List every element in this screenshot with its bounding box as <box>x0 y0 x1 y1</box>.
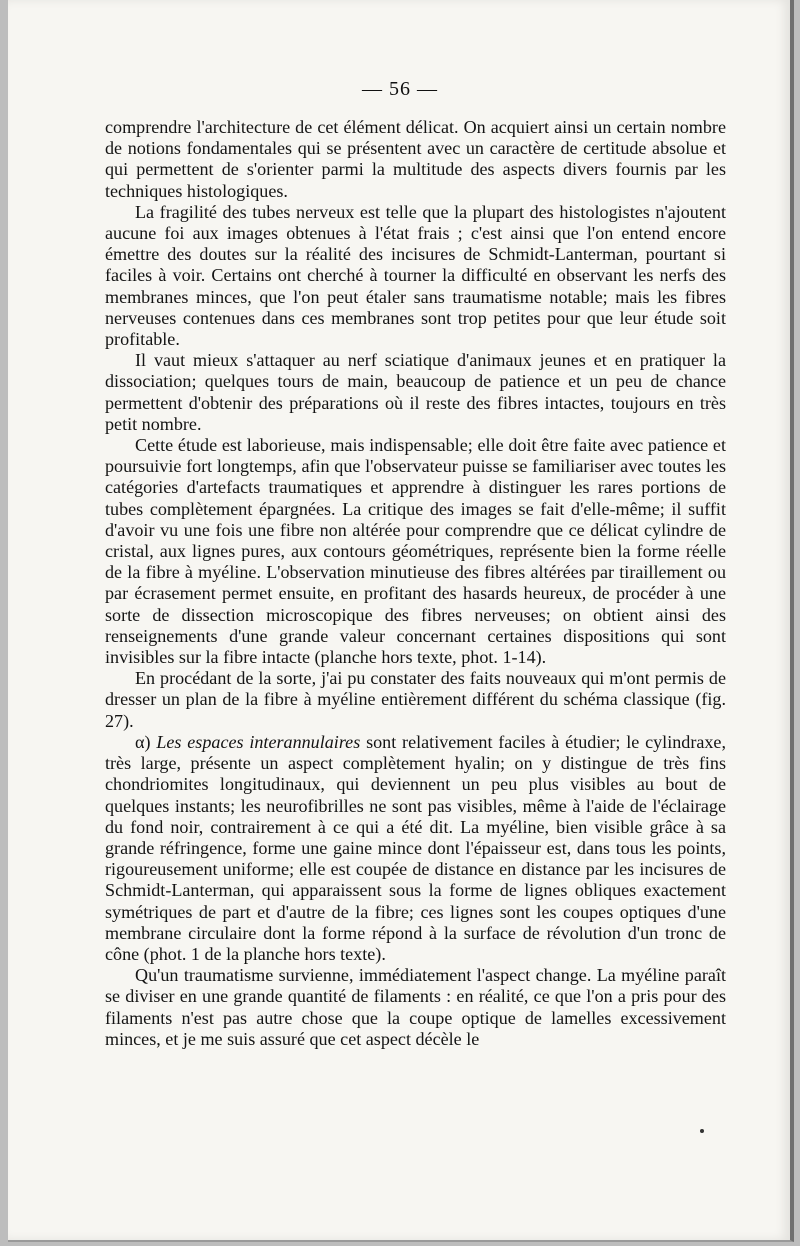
ink-speck <box>700 1129 704 1133</box>
section-marker: α) <box>135 731 151 752</box>
paragraph-5: En procédant de la sorte, j'ai pu constater des faits nouveaux qui m'ont permis de dresser un plan de la fibre à myéline entièrement différent du schéma classique (fig. 27). <box>105 668 726 731</box>
section-heading: Les espaces interannulaires <box>156 731 361 752</box>
paragraph-4: Cette étude est laborieuse, mais indispensable; elle doit être faite avec patience et poursuivie fort longtemps, afin que l'observateur puisse se familiariser avec toutes les catégories d'artefacts traumatiques et apprendre à distinguer les rares portions de tubes complètement épargnées. La critique des images se fait d'elle-même; il suffit d'avoir vu une fois une fibre non altérée pour comprendre que ce délicat cylindre de cristal, aux lignes pures, aux contours géométriques, représente bien la forme réelle de la fibre à myéline. L'observation minutieuse des fibres altérées par tiraillement ou par écrasement permet ensuite, en profitant des hasards heureux, de procéder à une sorte de dissection microscopique des fibres nerveuses; on obtient ainsi des renseignements d'une grande valeur concernant certaines dispositions qui sont invisibles sur la fibre intacte (planche hors texte, phot. 1-14). <box>105 435 726 668</box>
section-text: sont relativement faciles à étudier; le cylindraxe, très large, présente un aspect complètement hyalin; on y distingue de très fins chondriomites longitudinaux, qui deviennent un peu plus visibles au bout de quelques instants; les neurofibrilles ne sont pas visibles, même à l'aide de l'éclairage du fond noir, contrairement à ce qui a été dit. La myéline, bien visible grâce à sa grande réfringence, forme une gaine mince dont l'épaisseur est, dans tous les points, rigoureusement uniforme; elle est coupée de distance en distance par les incisures de Schmidt-Lanterman, qui apparaissent sous la forme de lignes obliques exactement symétriques de part et d'autre de la fibre; ces lignes sont les coupes optiques d'une membrane circulaire dont la forme répond à la surface de révolution d'un tronc de cône (phot. 1 de la planche hors texte). <box>105 731 726 964</box>
paragraph-3: Il vaut mieux s'attaquer au nerf sciatique d'animaux jeunes et en pratiquer la dissociation; quelques tours de main, beaucoup de patience et un peu de chance permettent d'obtenir des préparations où il reste des fibres intactes, toujours en très petit nombre. <box>105 350 726 434</box>
page-number: — 56 — <box>362 78 438 100</box>
body-text <box>105 117 726 1050</box>
paragraph-last: Qu'un traumatisme survienne, immédiatement l'aspect change. La myéline paraît se diviser en une grande quantité de filaments : en réalité, ce que l'on a pris pour des filaments n'est pas autre chose que la coupe optique de lamelles excessivement minces, et je me suis assuré que cet aspect décèle le <box>105 965 726 1049</box>
paragraph-alpha <box>105 732 726 965</box>
paragraph-2: La fragilité des tubes nerveux est telle que la plupart des histologistes n'ajoutent aucune foi aux images obtenues à l'état frais ; c'est ainsi que l'on entend encore émettre des doutes sur la réalité des incisures de Schmidt-Lanterman, pourtant si faciles à voir. Certains ont cherché à tourner la difficulté en observant les nerfs des membranes minces, que l'on peut étaler sans traumatisme notable; mais les fibres nerveuses contenues dans ces membranes sont trop petites pour que leur étude soit profitable. <box>105 201 726 350</box>
paragraph-1: comprendre l'architecture de cet élément délicat. On acquiert ainsi un certain nombre de notions fondamentales qui se présentent avec un caractère de certitude absolue et qui permettent de s'orienter parmi la multitude des aspects divers fournis par les techniques histologiques. <box>105 117 726 201</box>
